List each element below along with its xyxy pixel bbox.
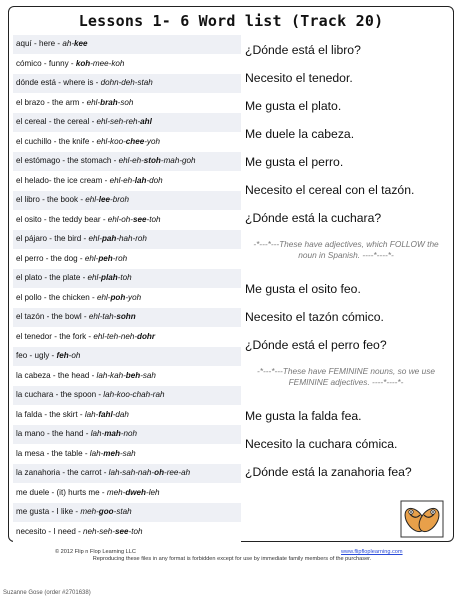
vocab-pronunciation: lah-sah-nah-oh-ree-ah <box>108 468 191 477</box>
vocab-pronunciation: ehl-oh-see-toh <box>107 214 161 224</box>
vocab-row <box>13 386 241 406</box>
sentence: Necesito la cuchara cómica. <box>245 437 398 451</box>
vocab-pronunciation: ehl-plah-toh <box>87 273 132 282</box>
vocab-row <box>13 347 241 367</box>
vocab-row <box>13 172 241 192</box>
vocab-pronunciation: neh-seh-see-toh <box>83 526 143 536</box>
vocab-term: el libro - the book - <box>16 195 86 204</box>
sentence: Necesito el cereal con el tazón. <box>245 183 415 197</box>
vocab-row <box>13 503 241 523</box>
sentence: ¿Dónde está el perro feo? <box>245 338 387 352</box>
vocab-row <box>13 133 241 153</box>
vocab-pronunciation: ehl-seh-reh-ahl <box>96 117 152 126</box>
vocab-row <box>13 152 241 172</box>
vocab-row <box>13 445 241 465</box>
vocab-row <box>13 289 241 309</box>
vocab-row <box>13 74 241 94</box>
vocab-pronunciation: ehl-brah-soh <box>86 97 134 107</box>
vocab-term: el cuchillo - the knife - <box>16 136 97 146</box>
vocab-pronunciation: meh-goo-stah <box>80 507 132 516</box>
sentence: Me gusta el plato. <box>245 99 342 113</box>
vocab-term: feo - ugly - <box>16 351 57 360</box>
vocab-term: me gusta - I like - <box>16 507 81 516</box>
vocab-row <box>13 425 241 445</box>
vocab-term: la falda - the skirt - <box>16 409 85 419</box>
copyright-text: © 2012 Flip n Flop Learning LLC <box>55 549 136 555</box>
vocab-pronunciation: ehl-koo-chee-yoh <box>96 136 160 146</box>
website-link[interactable]: www.flipfloplearning.com <box>341 549 403 555</box>
vocab-pronunciation: lah-fahl-dah <box>84 409 129 419</box>
vocab-term: la mesa - the table - <box>16 448 90 458</box>
vocab-term: la cuchara - the spoon - <box>16 390 104 399</box>
vocab-pronunciation: lah-mah-noh <box>90 429 138 438</box>
vocab-term: el brazo - the arm - <box>16 97 87 107</box>
vocab-pronunciation: lah-kah-beh-sah <box>96 370 156 380</box>
vocab-row <box>13 328 241 348</box>
vocab-row <box>13 308 241 328</box>
sentence: Necesito el tazón cómico. <box>245 310 384 324</box>
vocab-term: el perro - the dog - <box>16 253 85 263</box>
vocab-list <box>13 35 241 542</box>
vocab-pronunciation: ehl-eh-lah-doh <box>109 175 163 185</box>
vocab-pronunciation: dohn-deh-stah <box>100 78 153 87</box>
vocab-term: el tazón - the bowl - <box>16 312 89 321</box>
vocab-pronunciation: ehl-poh-yoh <box>96 292 142 302</box>
vocab-row <box>13 484 241 504</box>
vocab-term: cómico - funny - <box>16 58 76 68</box>
vocab-pronunciation: ehl-teh-neh-dohr <box>93 331 156 341</box>
vocab-term: el pájaro - the bird - <box>16 234 89 243</box>
adjective-note: -*---*---These have adjectives, which FOLLOW the noun in Spanish. ----*----*- <box>253 239 439 260</box>
order-info: Suzanne Gose (order #2701638) <box>3 590 91 596</box>
vocab-term: la zanahoria - the carrot - <box>16 468 109 477</box>
sentence: ¿Dónde está la zanahoria fea? <box>245 465 412 479</box>
vocab-row <box>13 464 241 484</box>
vocab-term: el osito - the teddy bear - <box>16 214 108 224</box>
vocab-term: el plato - the plate - <box>16 273 88 282</box>
sentence: Me gusta la falda fea. <box>245 409 362 423</box>
vocab-term: la cabeza - the head - <box>16 370 97 380</box>
sentence: ¿Dónde está la cuchara? <box>245 211 382 225</box>
vocab-row <box>13 523 241 543</box>
vocab-term: necesito - I need - <box>16 526 84 536</box>
vocab-row <box>13 367 241 387</box>
vocab-row <box>13 250 241 270</box>
vocab-term: me duele - (it) hurts me - <box>16 487 107 497</box>
vocab-row <box>13 406 241 426</box>
sentence: Necesito el tenedor. <box>245 71 353 85</box>
flip-flops-icon <box>400 500 444 538</box>
vocab-pronunciation: ah-kee <box>62 39 88 48</box>
vocab-pronunciation: ehl-tah-sohn <box>88 312 136 321</box>
vocab-pronunciation: ehl-pah-hah-roh <box>88 234 147 243</box>
vocab-term: la mano - the hand - <box>16 429 91 438</box>
vocab-term: el helado- the ice cream - <box>16 175 110 185</box>
vocab-term: aquí - here - <box>16 39 63 48</box>
vocab-pronunciation: ehl-peh-roh <box>84 253 128 263</box>
rights-notice: Reproducing these files in any format is forbidden except for use by immediate family members of the purchaser. <box>92 556 372 562</box>
sentence: Me gusta el osito feo. <box>245 282 361 296</box>
vocab-term: el pollo - the chicken - <box>16 292 97 302</box>
vocab-row <box>13 211 241 231</box>
vocab-term: dónde está - where is - <box>16 78 101 87</box>
vocab-pronunciation: meh-dweh-leh <box>106 487 160 497</box>
page-title: Lessons 1- 6 Word list (Track 20) <box>78 12 384 30</box>
sentence: Me duele la cabeza. <box>245 127 355 141</box>
vocab-row <box>13 113 241 133</box>
vocab-row <box>13 230 241 250</box>
vocab-term: el cereal - the cereal - <box>16 117 97 126</box>
vocab-term: el estómago - the stomach - <box>16 156 119 165</box>
vocab-row <box>13 269 241 289</box>
vocab-pronunciation: lah-koo-chah-rah <box>103 390 165 399</box>
page-frame <box>8 6 454 542</box>
vocab-pronunciation: lah-meh-sah <box>89 448 136 458</box>
sentence: Me gusta el perro. <box>245 155 344 169</box>
vocab-term: el tenedor - the fork - <box>16 331 94 341</box>
vocab-row <box>13 94 241 114</box>
vocab-pronunciation: koh-mee-koh <box>75 58 125 68</box>
sentence: ¿Dónde está el libro? <box>245 43 361 57</box>
vocab-pronunciation: ehl-eh-stoh-mah-goh <box>118 156 196 165</box>
vocab-row <box>13 191 241 211</box>
vocab-row <box>13 35 241 55</box>
vocab-pronunciation: ehl-lee-broh <box>85 195 129 204</box>
vocab-row <box>13 55 241 75</box>
feminine-note: -*---*---These have FEMININE nouns, so we use FEMININE adjectives. ----*----*- <box>257 366 435 387</box>
vocab-pronunciation: feh-oh <box>56 351 81 360</box>
